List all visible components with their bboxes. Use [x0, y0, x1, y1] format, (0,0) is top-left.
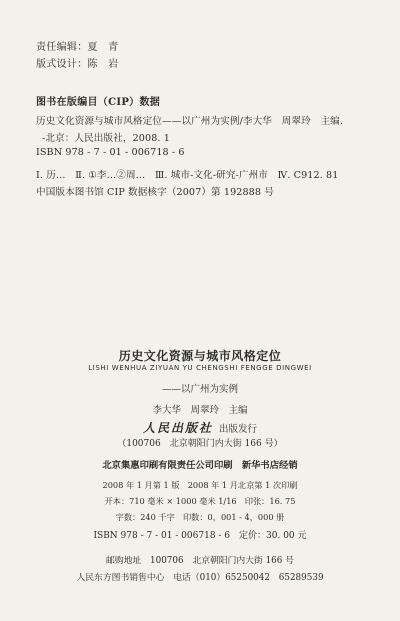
- book-authors: 李大华 周翠玲 主编: [152, 405, 248, 416]
- publisher-line: [0, 419, 400, 436]
- wordcount-line: 字数：240 千字 印数：0，001 - 4，000 册: [115, 512, 285, 522]
- sales-contact: 人民东方图书销售中心 电话（010）65250042 65289539: [76, 573, 324, 583]
- publisher-suffix: 出版发行: [219, 424, 258, 435]
- postal-address: 邮购地址 100706 北京朝阳门内大街 166 号: [106, 556, 294, 566]
- cip-classification: Ⅰ. 历… Ⅱ. ①李…②周… Ⅲ. 城市-文化-研究-广州市 Ⅳ. C912. 81: [36, 170, 339, 181]
- cip-record: 中国版本图书馆 CIP 数据核字（2007）第 192888 号: [36, 187, 274, 198]
- format-line: 开本：710 毫米 × 1000 毫米 1/16 印张：16. 75: [104, 496, 296, 506]
- edition-line: 2008 年 1 月第 1 版 2008 年 1 月北京第 1 次印刷: [102, 480, 298, 490]
- cip-line: -北京：人民出版社，2008. 1: [42, 133, 170, 144]
- cip-heading: 图书在版编目（CIP）数据: [36, 97, 161, 108]
- book-title-pinyin: LISHI WENHUA ZIYUAN YU CHENGSHI FENGGE DINGWEI: [88, 364, 312, 372]
- book-title: 历史文化资源与城市风格定位: [118, 349, 282, 363]
- printer-line: 北京集惠印刷有限责任公司印刷 新华书店经销: [102, 460, 298, 471]
- book-subtitle: ——以广州为实例: [161, 384, 238, 395]
- isbn-price-line: ISBN 978 - 7 - 01 - 006718 - 6 定价：30. 00 元: [93, 531, 307, 541]
- editor-credit: 责任编辑：夏 青: [36, 42, 119, 53]
- cip-isbn: ISBN 978 - 7 - 01 - 006718 - 6: [36, 147, 185, 158]
- cip-line: 历史文化资源与城市风格定位——以广州为实例/李大华 周翠玲 主编.: [36, 116, 343, 127]
- publisher-logo: 人民出版社: [142, 421, 213, 435]
- designer-credit: 版式设计：陈 岩: [36, 59, 119, 70]
- publisher-address: （100706 北京朝阳门内大街 166 号）: [117, 439, 283, 449]
